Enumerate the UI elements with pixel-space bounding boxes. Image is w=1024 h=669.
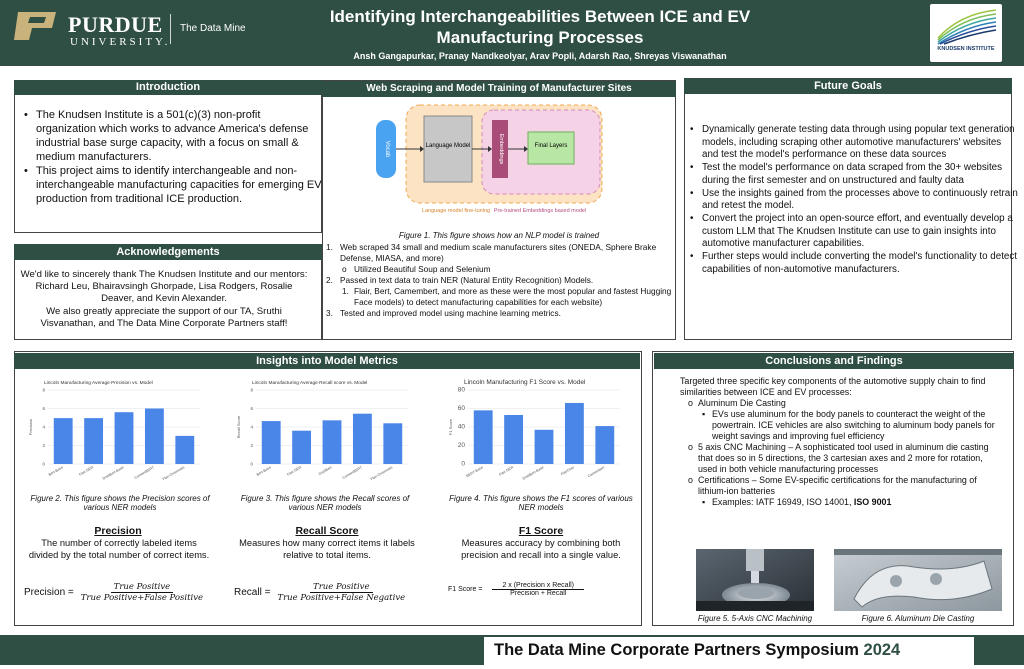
university-sub: UNIVERSITY. <box>70 36 171 48</box>
figure-5-caption: Figure 5. 5-Axis CNC Machining <box>697 614 813 623</box>
purdue-logo <box>12 10 172 50</box>
web-scraping-list <box>326 242 676 319</box>
formula-lhs: F1 Score = <box>448 586 483 593</box>
list-item <box>326 308 676 319</box>
cnc-machining-photo <box>696 549 814 611</box>
y-tick-label: 20 <box>457 442 465 449</box>
embeddings-label: Embeddings <box>498 133 504 165</box>
list-number: 1. <box>342 286 349 296</box>
list-number: 3. <box>326 308 333 318</box>
bar <box>115 412 134 464</box>
formula-lhs: Recall = <box>234 587 271 598</box>
x-tick-label: Bert-Base <box>47 465 64 477</box>
bar <box>595 426 614 464</box>
bar <box>565 403 584 464</box>
list-number: 2. <box>326 275 333 285</box>
vocab-label: Vocab <box>384 140 390 158</box>
bar <box>262 421 281 464</box>
list-number: 1. <box>326 242 333 252</box>
conclusion-item: o 5 axis CNC Machining – A sophisticated tool used in aluminum die casting that does so in 5 directions, the 3 cartesian axes and 2 more for rotation, used in both vehicle manufacturing processes <box>688 442 1000 475</box>
future-goal-bullet: • Further steps would include converting the model's functionality to detect capabilities of non-automotive manufacturers. <box>688 251 1018 276</box>
figure-1-caption: Figure 1. This figure shows how an NLP model is trained <box>398 231 600 240</box>
x-tick-label: CamemBERT <box>133 465 155 480</box>
y-tick-label: 6 <box>250 406 253 411</box>
y-tick-label: 8 <box>42 387 45 393</box>
formula-numerator: True Positive <box>111 582 173 593</box>
y-tick-label: 0 <box>42 461 45 467</box>
conclusion-subitem: ▪ Examples: IATF 16949, ISO 14001, ISO 9001 <box>702 497 892 507</box>
y-tick-label: 60 <box>457 405 465 412</box>
symposium-name: The Data Mine Corporate Partners Symposium <box>494 641 859 659</box>
knudsen-logo <box>930 4 1002 62</box>
symposium-year: 2024 <box>863 641 901 659</box>
y-tick-label: 0 <box>461 460 465 468</box>
y-tick-label: 8 <box>250 387 253 393</box>
y-tick-label: 4 <box>42 424 45 430</box>
bar <box>474 410 493 464</box>
formula-numerator: True Positive <box>310 582 372 593</box>
x-tick-label: DistilBert-Base <box>521 465 545 481</box>
list-item <box>342 286 676 308</box>
title-line-2: Manufacturing Processes <box>436 28 644 47</box>
knudsen-waves-icon <box>930 4 1002 46</box>
x-tick-label: FlairOnto <box>560 465 575 477</box>
f1-description: Measures accuracy by combining both precision and recall into a single value. <box>461 538 621 560</box>
conclusion-item-text: 5 axis CNC Machining – A sophisticated tool used in aluminum die casting that does so in 5 directions, the 3 cartesian axes and 2 more for rotation, used in both vehicle manufacturing processes <box>698 442 989 474</box>
conclusions-heading: Conclusions and Findings <box>654 353 1014 369</box>
footer-title <box>494 641 900 660</box>
language-model-label: Language Model <box>425 143 471 149</box>
finetuning-label: Language model fine-tuning <box>421 208 491 214</box>
precision-title: Precision <box>94 525 142 537</box>
conclusion-item-text: Certifications – Some EV-specific certifications for the manufacturing of lithium-ion batteries <box>698 475 977 496</box>
purdue-p-icon <box>12 10 60 42</box>
y-tick-label: 2 <box>42 443 45 448</box>
bar <box>535 430 554 464</box>
list-text: Tested and improved model using machine learning metrics. <box>340 308 561 318</box>
introduction-bullet: • The Knudsen Institute is a 501(c)(3) non-profit organization which works to advance America's defense industrial base surge capacity, with a focus on small & medium manufacturers. <box>22 108 322 164</box>
list-item <box>326 275 676 286</box>
future-goals-list <box>688 124 1018 276</box>
nlp-training-diagram <box>372 104 622 226</box>
web-scraping-heading: Web Scraping and Model Training of Manufacturer Sites <box>322 81 676 97</box>
future-goals-heading: Future Goals <box>684 78 1012 94</box>
list-item <box>326 242 676 264</box>
knudsen-logo-text: KNUDSEN INSTITUTE <box>937 46 995 52</box>
list-text: Web scraped 34 small and medium scale manufacturers sites (ONEDA, Sphere Brake Defense, MIASA, and more) <box>340 242 657 263</box>
conclusion-subitem: ▪ EVs use aluminum for the body panels to counteract the weight of the powertrain. ICE vehicles are also switching to aluminum body panels for weight savings and improving fuel efficiency <box>702 409 1000 442</box>
bar <box>383 423 402 464</box>
list-text: Passed in text data to train NER (Natural Entity Recognition) Models. <box>340 275 594 285</box>
conclusion-item-text: Aluminum Die Casting <box>698 398 786 408</box>
conclusion-subitem-text: EVs use aluminum for the body panels to counteract the weight of the powertrain. ICE vehicles are also switching to aluminum body panels for weight savings and improving fuel efficiency <box>712 409 995 441</box>
x-tick-label: CamemBERT <box>341 465 363 480</box>
precision-chart <box>26 376 206 486</box>
chart-title: Lincoln Manufacturing Average Precision vs. Model <box>44 381 153 386</box>
acknowledgements-p2: We also greatly appreciate the support of our TA, Sruthi Visvanathan, and The Data Mine Corporate Partners staff! <box>40 305 288 329</box>
bar <box>323 420 342 464</box>
future-goal-bullet: • Dynamically generate testing data through using popular text generation models, including scraping other automotive manufacturers' websites and test the model's performance on these data sources <box>688 124 1018 162</box>
bar <box>353 414 372 464</box>
y-tick-label: 40 <box>457 423 465 431</box>
introduction-bullet: • This project aims to identify interchangeable and non-interchangeable manufacturing capacities for emerging EV production from traditional ICE production. <box>22 164 322 206</box>
x-tick-label: DistilBert-Base <box>101 465 125 481</box>
future-goal-bullet: • Convert the project into an open-source effort, and eventually develop a custom LLM that The Knudsen Institute can use to gain insights into automotive manufacturer capabilities. <box>688 213 1018 251</box>
certification-examples: Examples: IATF 16949, ISO 14001, <box>712 497 854 507</box>
list-text: Flair, Bert, Camembert, and more as these were the most popular and fastest Hugging Face models) to detect manufacturing capabilities for each website) <box>354 286 672 307</box>
y-tick-label: 6 <box>42 406 45 411</box>
bar <box>504 415 523 464</box>
poster-title <box>300 6 780 48</box>
list-text: Utilized Beautiful Soup and Selenium <box>354 264 491 274</box>
y-axis-label: Recall Score <box>236 415 241 439</box>
final-layers-label: Final Layers <box>534 143 568 149</box>
x-tick-label: Flair-NER <box>498 465 515 477</box>
certification-iso9001: ISO 9001 <box>853 497 892 507</box>
introduction-list <box>22 108 322 206</box>
aluminum-die-casting-photo <box>834 549 1002 611</box>
x-tick-label: Bert-Base <box>255 465 272 477</box>
y-tick-label: 0 <box>250 461 253 467</box>
future-goal-bullet: • Test the model's performance on data scraped from the 30+ websites during the first semester and on unstructured and faulty data <box>688 162 1018 187</box>
acknowledgements-p1: We'd like to sincerely thank The Knudsen Institute and our mentors: Richard Leu, Bhairavsingh Ghorpade, Lisa Rodgers, Rosalie Deaver, and Kevin Alexander. <box>20 269 308 305</box>
pretrained-label: Pre-trained Embeddings based model <box>493 208 587 214</box>
future-goal-bullet: • Use the insights gained from the processes above to continuously retrain and retest the model. <box>688 188 1018 213</box>
chart-title: Lincoln Manufacturing F1 Score vs. Model <box>464 379 586 386</box>
formula-denominator: Precision + Recall <box>510 590 567 597</box>
x-tick-label: Camembert <box>587 465 606 479</box>
university-name: PURDUE <box>68 12 163 37</box>
figure-6-caption: Figure 6. Aluminum Die Casting <box>861 614 975 623</box>
x-tick-label: Flair-NER <box>286 465 303 477</box>
acknowledgements-text <box>18 269 310 330</box>
chart-title: Lincoln Manufacturing Average Recall score vs. Model <box>252 381 368 386</box>
formula-lhs: Precision = <box>24 587 74 598</box>
f1-title: F1 Score <box>518 525 564 537</box>
bar <box>292 431 311 464</box>
x-tick-label: DistilBert <box>318 465 333 477</box>
y-tick-label: 4 <box>250 424 253 430</box>
authors: Ansh Gangapurkar, Pranay Nandkeolyar, Arav Popli, Adarsh Rao, Shreyas Viswanathan <box>353 51 727 61</box>
conclusions-intro: Targeted three specific key components of the automotive supply chain to find similarities between ICE and EV processes: <box>680 376 986 397</box>
acknowledgements-heading: Acknowledgements <box>14 244 322 260</box>
list-number: o <box>342 264 347 274</box>
precision-formula <box>24 582 206 603</box>
precision-description: The number of correctly labeled items divided by the total number of correct items. <box>28 538 210 560</box>
logo-divider <box>170 14 171 44</box>
language-model-box <box>424 116 472 182</box>
y-axis-label: F1 Score <box>448 418 453 436</box>
bar <box>54 418 73 464</box>
recall-formula <box>234 582 408 603</box>
list-item <box>342 264 676 275</box>
figure-2-caption: Figure 2. This figure shows the Precision scores of various NER models <box>30 494 210 512</box>
x-tick-label: Flair-Ontonotes <box>161 465 186 482</box>
conclusion-item: o Certifications – Some EV-specific certifications for the manufacturing of lithium-ion batteries <box>688 475 1000 497</box>
recall-description: Measures how many correct items it labels relative to total items. <box>239 538 415 560</box>
figure-3-caption: Figure 3. This figure shows the Recall scores of various NER models <box>240 494 410 512</box>
bar <box>175 436 194 464</box>
title-line-1: Identifying Interchangeabilities Between ICE and EV <box>329 7 751 26</box>
f1-chart <box>446 376 626 486</box>
recall-title: Recall Score <box>295 525 359 537</box>
conclusions-text <box>680 376 1000 508</box>
formula-numerator: 2 x (Precision x Recall) <box>492 582 584 590</box>
header-bar <box>0 0 1024 66</box>
f1-formula <box>448 582 584 597</box>
y-tick-label: 2 <box>250 443 253 448</box>
conclusion-item: o Aluminum Die Casting <box>688 398 786 408</box>
y-axis-label: Precision <box>28 418 33 436</box>
introduction-heading: Introduction <box>14 80 322 95</box>
bar <box>145 409 164 465</box>
bar <box>84 418 103 464</box>
formula-denominator: True Positive+False Negative <box>277 593 406 603</box>
x-tick-label: Flair-Ontonotes <box>369 465 394 482</box>
figure-4-caption: Figure 4. This figure shows the F1 scores of various NER models <box>449 494 633 512</box>
formula-denominator: True Positive+False Positive <box>80 593 204 603</box>
program-name: The Data Mine <box>180 23 246 34</box>
x-tick-label: BERT-Base <box>465 465 484 479</box>
x-tick-label: Flair-NER <box>78 465 95 477</box>
insights-heading: Insights into Model Metrics <box>14 353 640 369</box>
recall-chart <box>234 376 414 486</box>
y-tick-label: 80 <box>457 386 465 394</box>
